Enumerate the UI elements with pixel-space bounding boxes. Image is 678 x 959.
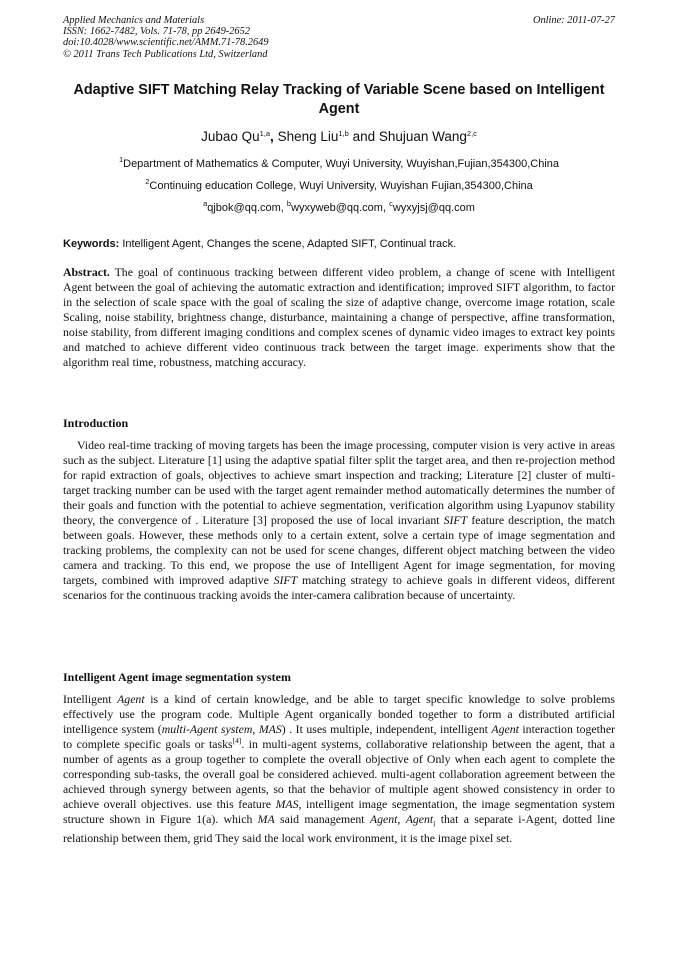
- email-address[interactable]: qjbok@qq.com: [207, 202, 281, 214]
- section-text: said management: [274, 812, 370, 826]
- section-heading: Intelligent Agent image segmentation system: [63, 670, 291, 684]
- journal-header: [63, 15, 615, 60]
- affiliation-sup: 1: [118, 155, 124, 164]
- intro-text: feature description, the match between goals. However, these methods only to a certain extent, solve a certain type of image segmentation and tracking problems, the complexity can not be used for scene changes, different object matching between the video camera and tracking. To this end, we propose the use of Intelligent Agent for image segmentation, for moving targets, combined with improved adaptive: [63, 513, 615, 587]
- agent-term: Agent: [405, 812, 434, 826]
- agent-term: Agent: [491, 722, 519, 736]
- intro-text: Video real-time tracking of moving targets has been the image processing, computer vision is very active in areas such as the subject. Literature [1] using the adaptive spatial filter split the target area, and then re-projection method for rapid extraction of goals, objectives to achieve smart inspection and tracking; Literature [2] cluster of multi-target tracking number can be used with the target agent remainder method automatically determines the number of their goals and function with the potential to achieve segmentation, verification algorithm using Lyapunov stability theory, the convergence of . Literature [3] proposed the use of local invariant: [63, 438, 615, 527]
- author-sep: and: [348, 129, 379, 144]
- author-sup: 1,a: [259, 129, 271, 138]
- email-sup: b: [286, 199, 292, 208]
- affiliation-sup: 2: [145, 177, 150, 186]
- email-address[interactable]: wyxyjsj@qq.com: [392, 202, 475, 214]
- author-sup: 2,c: [466, 129, 477, 138]
- intro-sift-term: SIFT: [443, 513, 468, 527]
- citation-ref[interactable]: [4]: [232, 736, 242, 745]
- section-text: , intelligent image segmentation, the image segmentation system structure shown in Figure 1(a). which: [63, 797, 615, 826]
- author-name: Shujuan Wang: [378, 129, 467, 144]
- introduction-heading: Introduction: [63, 416, 129, 430]
- keywords-text: Intelligent Agent, Changes the scene, Adapted SIFT, Continual track.: [122, 238, 457, 250]
- section-text: ) . It uses multiple, independent, intelligent: [281, 722, 492, 736]
- journal-name: Applied Mechanics and Materials: [63, 15, 205, 26]
- author-sep: ,: [270, 129, 278, 144]
- author-sup: 1,b: [338, 129, 349, 138]
- author-list: [63, 128, 615, 146]
- intro-sift-term: SIFT: [273, 573, 298, 587]
- copyright-line: © 2011 Trans Tech Publications Ltd, Switzerland: [63, 48, 268, 60]
- email-sup: a: [203, 199, 208, 208]
- keywords: [63, 237, 615, 251]
- email-address[interactable]: wyxyweb@qq.com: [291, 202, 383, 214]
- section-text: . in multi-agent systems, collaborative relationship between the agent, that a number of agents as a group together to complete the overall objective of Only when each agent to complete the corresponding sub-tasks, the overall goal be considered achieved. multi-agent collaboration agreement between the achieved through synergy between agents, so that the behavior of multiple agent showed consistency in order to achieve overall objectives. use this feature: [63, 737, 615, 811]
- ma-term: MA: [257, 812, 275, 826]
- section-text: is a kind of certain knowledge, and be able to target specific knowledge to solve problems effectively use the program code. Multiple Agent organically bonded together to form a distributed artificial intelligence system (: [63, 692, 615, 736]
- section-text: ,: [397, 812, 406, 826]
- agent-term: Agent: [117, 692, 145, 706]
- agent-subscript: i: [433, 819, 436, 829]
- abstract: [63, 265, 615, 370]
- mas-term: MAS: [275, 797, 299, 811]
- intro-text: matching strategy to achieve goals in different videos, different scenarios for the continuous tracking avoids the inter-camera calibration because of uncertainty.: [63, 573, 615, 602]
- doi-line: doi:10.4028/www.scientific.net/AMM.71-78.2649: [63, 37, 269, 49]
- email-line: $^a$qjbok@qq.com, $^b$wyxyweb@qq.com, $^c$wyxyjsj@qq.com: [203, 199, 475, 214]
- agent-term: Agent: [369, 812, 398, 826]
- mas-term: multi-Agent system, MAS: [161, 722, 282, 736]
- email-sup: c: [389, 199, 393, 208]
- author-name: Jubao Qu: [201, 129, 260, 144]
- affiliation-1: [63, 157, 615, 171]
- affiliation-text: Department of Mathematics & Computer, Wuyi University, Wuyishan,Fujian,354300,China: [123, 158, 560, 170]
- online-date: Online: 2011-07-27: [532, 15, 615, 26]
- introduction-paragraph: [63, 438, 615, 603]
- section-text: Intelligent: [63, 692, 118, 706]
- issn-line: ISSN: 1662-7482, Vols. 71-78, pp 2649-2652: [63, 26, 251, 38]
- abstract-text: The goal of continuous tracking between different video problem, a change of scene with Intelligent Agent between the goal of achieving the automatic extraction and identification; improved SIFT algorithm, to factor in the selection of scale space with the goal of scaling the size of adaptive change, overcome image rotation, scale Scaling, noise stability, brightness change, disturbance, maintaining a change of perspective, affine transformation, noise stability, from different imaging conditions and complex scenes of dynamic video images to extract key points and matched to achieve different video continuous track between the target image. experiments show that the algorithm real time, robustness, matching accuracy.: [63, 265, 615, 369]
- section-text: interaction together to complete specific goals or tasks: [63, 722, 615, 751]
- section-text: that a separate i-Agent, dotted line relationship between them, grid They said the local work environment, it is the image pixel set.: [63, 812, 616, 846]
- author-name: Sheng Liu: [277, 129, 339, 144]
- section-paragraph: [63, 692, 615, 846]
- affiliation-2: [63, 179, 615, 193]
- keywords-label: Keywords:: [63, 238, 120, 250]
- affiliation-text: Continuing education College, Wuyi University, Wuyishan Fujian,354300,China: [149, 180, 533, 192]
- abstract-label: Abstract.: [63, 265, 110, 279]
- paper-title: Adaptive SIFT Matching Relay Tracking of Variable Scene based on Intelligent Agent: [73, 82, 605, 117]
